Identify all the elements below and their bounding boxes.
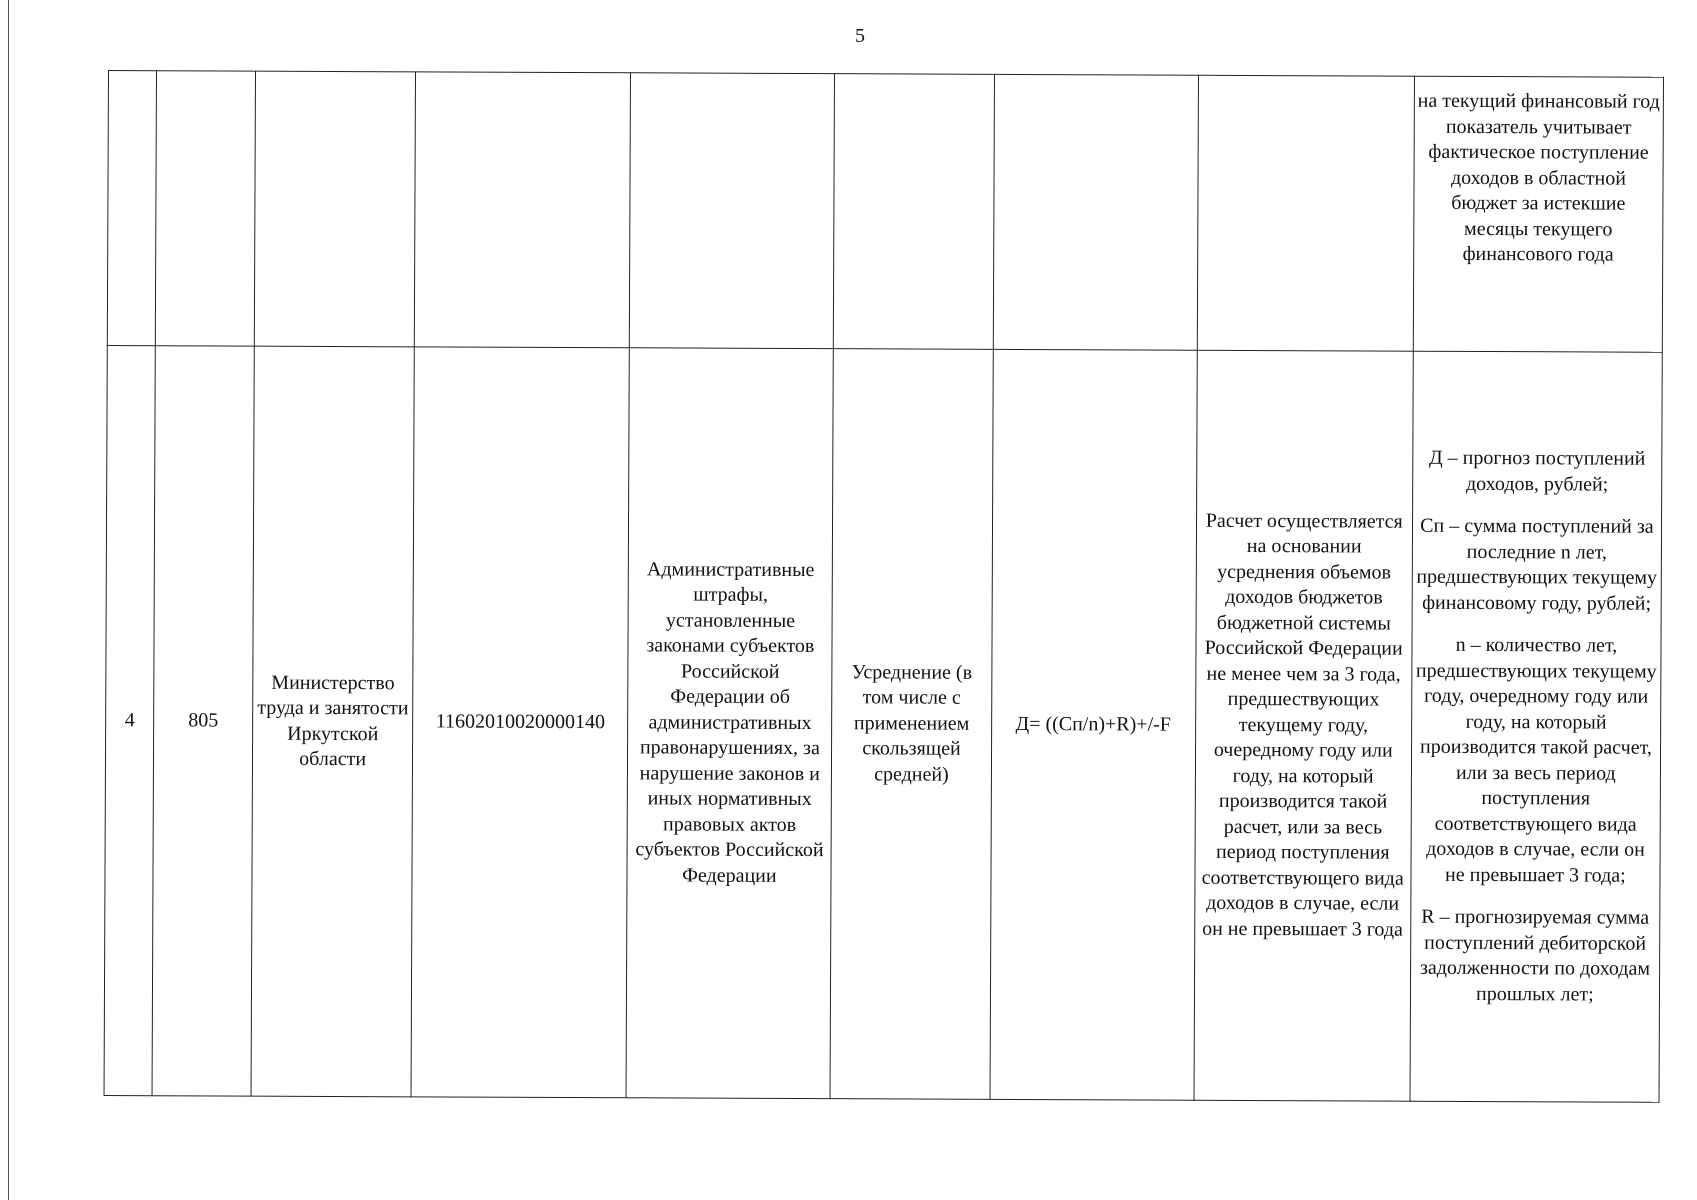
cell-empty: [254, 71, 415, 347]
indicator-d: Д – прогноз поступлений доходов, рублей;: [1428, 446, 1646, 496]
cell-empty: [415, 72, 631, 348]
page-number: 5: [855, 25, 865, 47]
cell-formula: Д= ((Сп/n)+R)+/-F: [990, 349, 1197, 1100]
cell-method: Усреднение (в том числе с применением скользящей средней): [830, 349, 992, 1100]
revenue-forecast-table: [104, 70, 1664, 1103]
indicator-sp: Сп – сумма поступлений за последние n лет, предшествующих текущему финансовому году, рублей;: [1416, 514, 1658, 615]
cell-admin-code: 805: [152, 346, 254, 1096]
left-margin-rule: [8, 0, 9, 1200]
cell-empty: [107, 71, 156, 346]
cell-algorithm: Расчет осуществляется на основании усреднения объемов доходов бюджетов бюджетной системы Российской Федерации не менее чем за 3 года, предшествующих текущему году, очередному году или году, на который производится такой расчет, или за весь период поступления соответствующего вида доходов в случае, если он не превышает 3 года: [1194, 350, 1413, 1101]
cell-empty: [630, 73, 835, 349]
cell-empty: [1197, 75, 1414, 351]
indicator-n: n – количество лет, предшествующих текущему году, очередному году или году, на который производится такой расчет, или за весь период поступления соответствующего вида доходов в случае, если он не превышает 3 года;: [1415, 633, 1657, 887]
cell-income-name: Административные штрафы, установленные законами субъектов Российской Федерации об административных правонарушениях, за нарушение законов и иных нормативных правовых актов субъектов Российской Федерации: [626, 348, 833, 1099]
cell-row-number: 4: [104, 345, 156, 1095]
cell-empty: [993, 74, 1198, 350]
cell-empty: [156, 71, 256, 346]
cell-administrator: Министерство труда и занятости Иркутской области: [251, 346, 414, 1097]
cell-indicators: [1410, 351, 1662, 1102]
cell-kbk: 11602010020000140: [411, 347, 629, 1098]
cell-empty: [834, 74, 994, 350]
table-row-4: [104, 345, 1662, 1102]
cell-indicators-continued: на текущий финансовый год показатель учитывает фактическое поступление доходов в областной бюджет за истекшие месяцы текущего финансового года: [1413, 76, 1663, 352]
table-row-continued: [107, 71, 1663, 353]
indicator-r: R – прогнозируемая сумма поступлений дебиторской задолженности по доходам прошлых лет;: [1419, 905, 1651, 1005]
